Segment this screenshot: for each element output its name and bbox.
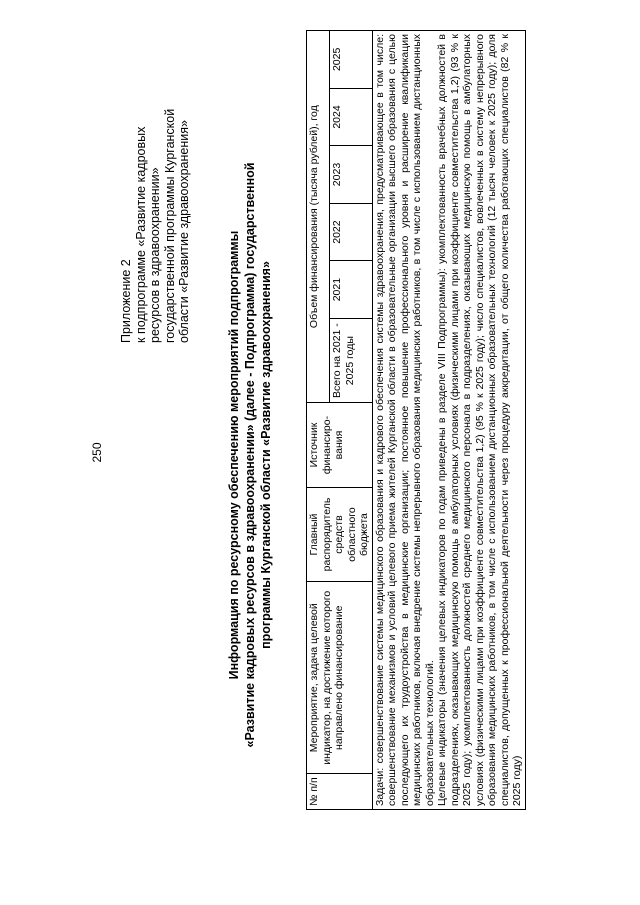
header-year: 2023 [330,146,372,204]
appendix-line: государственной программы Курганской [162,108,177,343]
header-num: № п/п [307,774,373,810]
header-source: Источник финансиро-вания [307,403,373,487]
appendix-line: ресурсов в здравоохранении» [148,167,162,343]
appendix-line: Приложение 2 [119,259,133,343]
indicators-text: Целевые индикаторы (значения целевых индикаторов по годам приведены в разделе VIII Подпрограммы): укомплектованность врачебных должностей в подразделениях, оказывающих медицинскую помощь в амбулаторных условиях (физическими лицами при коэффициенте совместительства 1,2) (93 % к 2025 году); укомплектованность должностей среднего медицинского персонала в подразделениях, оказывающих медицинскую помощь в амбулаторных условиях (физическими лицами при коэффициенте совместительства 1,2) (95 % к 2025 году); число специалистов, вовлеченных в систему непрерывного образования медицинских работников, в том числе с использованием дистанционных образовательных технологий (12 тысяч человек к 2025 году); доля специалистов, допущенных к профессиональной деятельности через процедуру аккредитации, от общего количества работающих специалистов (82 % к 2025 году) [436,34,523,806]
title-line: программы Курганской области «Развитие здравоохранения» [259,261,273,649]
table-header-row [307,31,330,810]
table-row [372,31,525,810]
header-admin: Главный распорядитель средств областного бюджета [307,487,373,582]
header-year: 2025 [330,31,372,89]
header-volume: Объем финансирования (тысяча рублей), год [307,31,330,403]
tasks-and-indicators-cell [372,31,525,810]
document-title [226,95,274,815]
appendix-line: к подпрограмме «Развитие кадровых [133,126,148,343]
appendix-line: области «Развитие здравоохранения» [177,120,191,343]
header-event: Мероприятие, задача целевой индикатор, на достижение которого направлено финансирование [307,582,373,774]
tasks-text: Задачи: совершенствование системы медицинского образования и кадрового обеспечения системы здравоохранения, предусматривающее в том числе: совершенствование механизмов и условий целевого приема жителей Курганской области в образовательные организации высшего образования с целью последующего их трудоустройства в медицинские организации; постоянное повышение профессионального уровня и расширение квалификации медицинских работников, включая внедрение системы непрерывного образования медицинских работников, в том числе с использованием дистанционных образовательных технологий. [373,34,436,806]
header-year: 2022 [330,203,372,261]
appendix-note [119,23,192,343]
header-total: Всего на 2021 - 2025 годы [330,318,372,402]
page-number: 250 [90,442,104,463]
header-year: 2021 [330,261,372,319]
title-line: «Развитие кадровых ресурсов в здравоохранении» (далее - Подпрограмма) государственной [243,162,257,748]
resource-table [306,30,526,810]
header-year: 2024 [330,88,372,146]
title-line: Информация по ресурсному обеспечению мероприятий подпрограммы [227,230,241,680]
